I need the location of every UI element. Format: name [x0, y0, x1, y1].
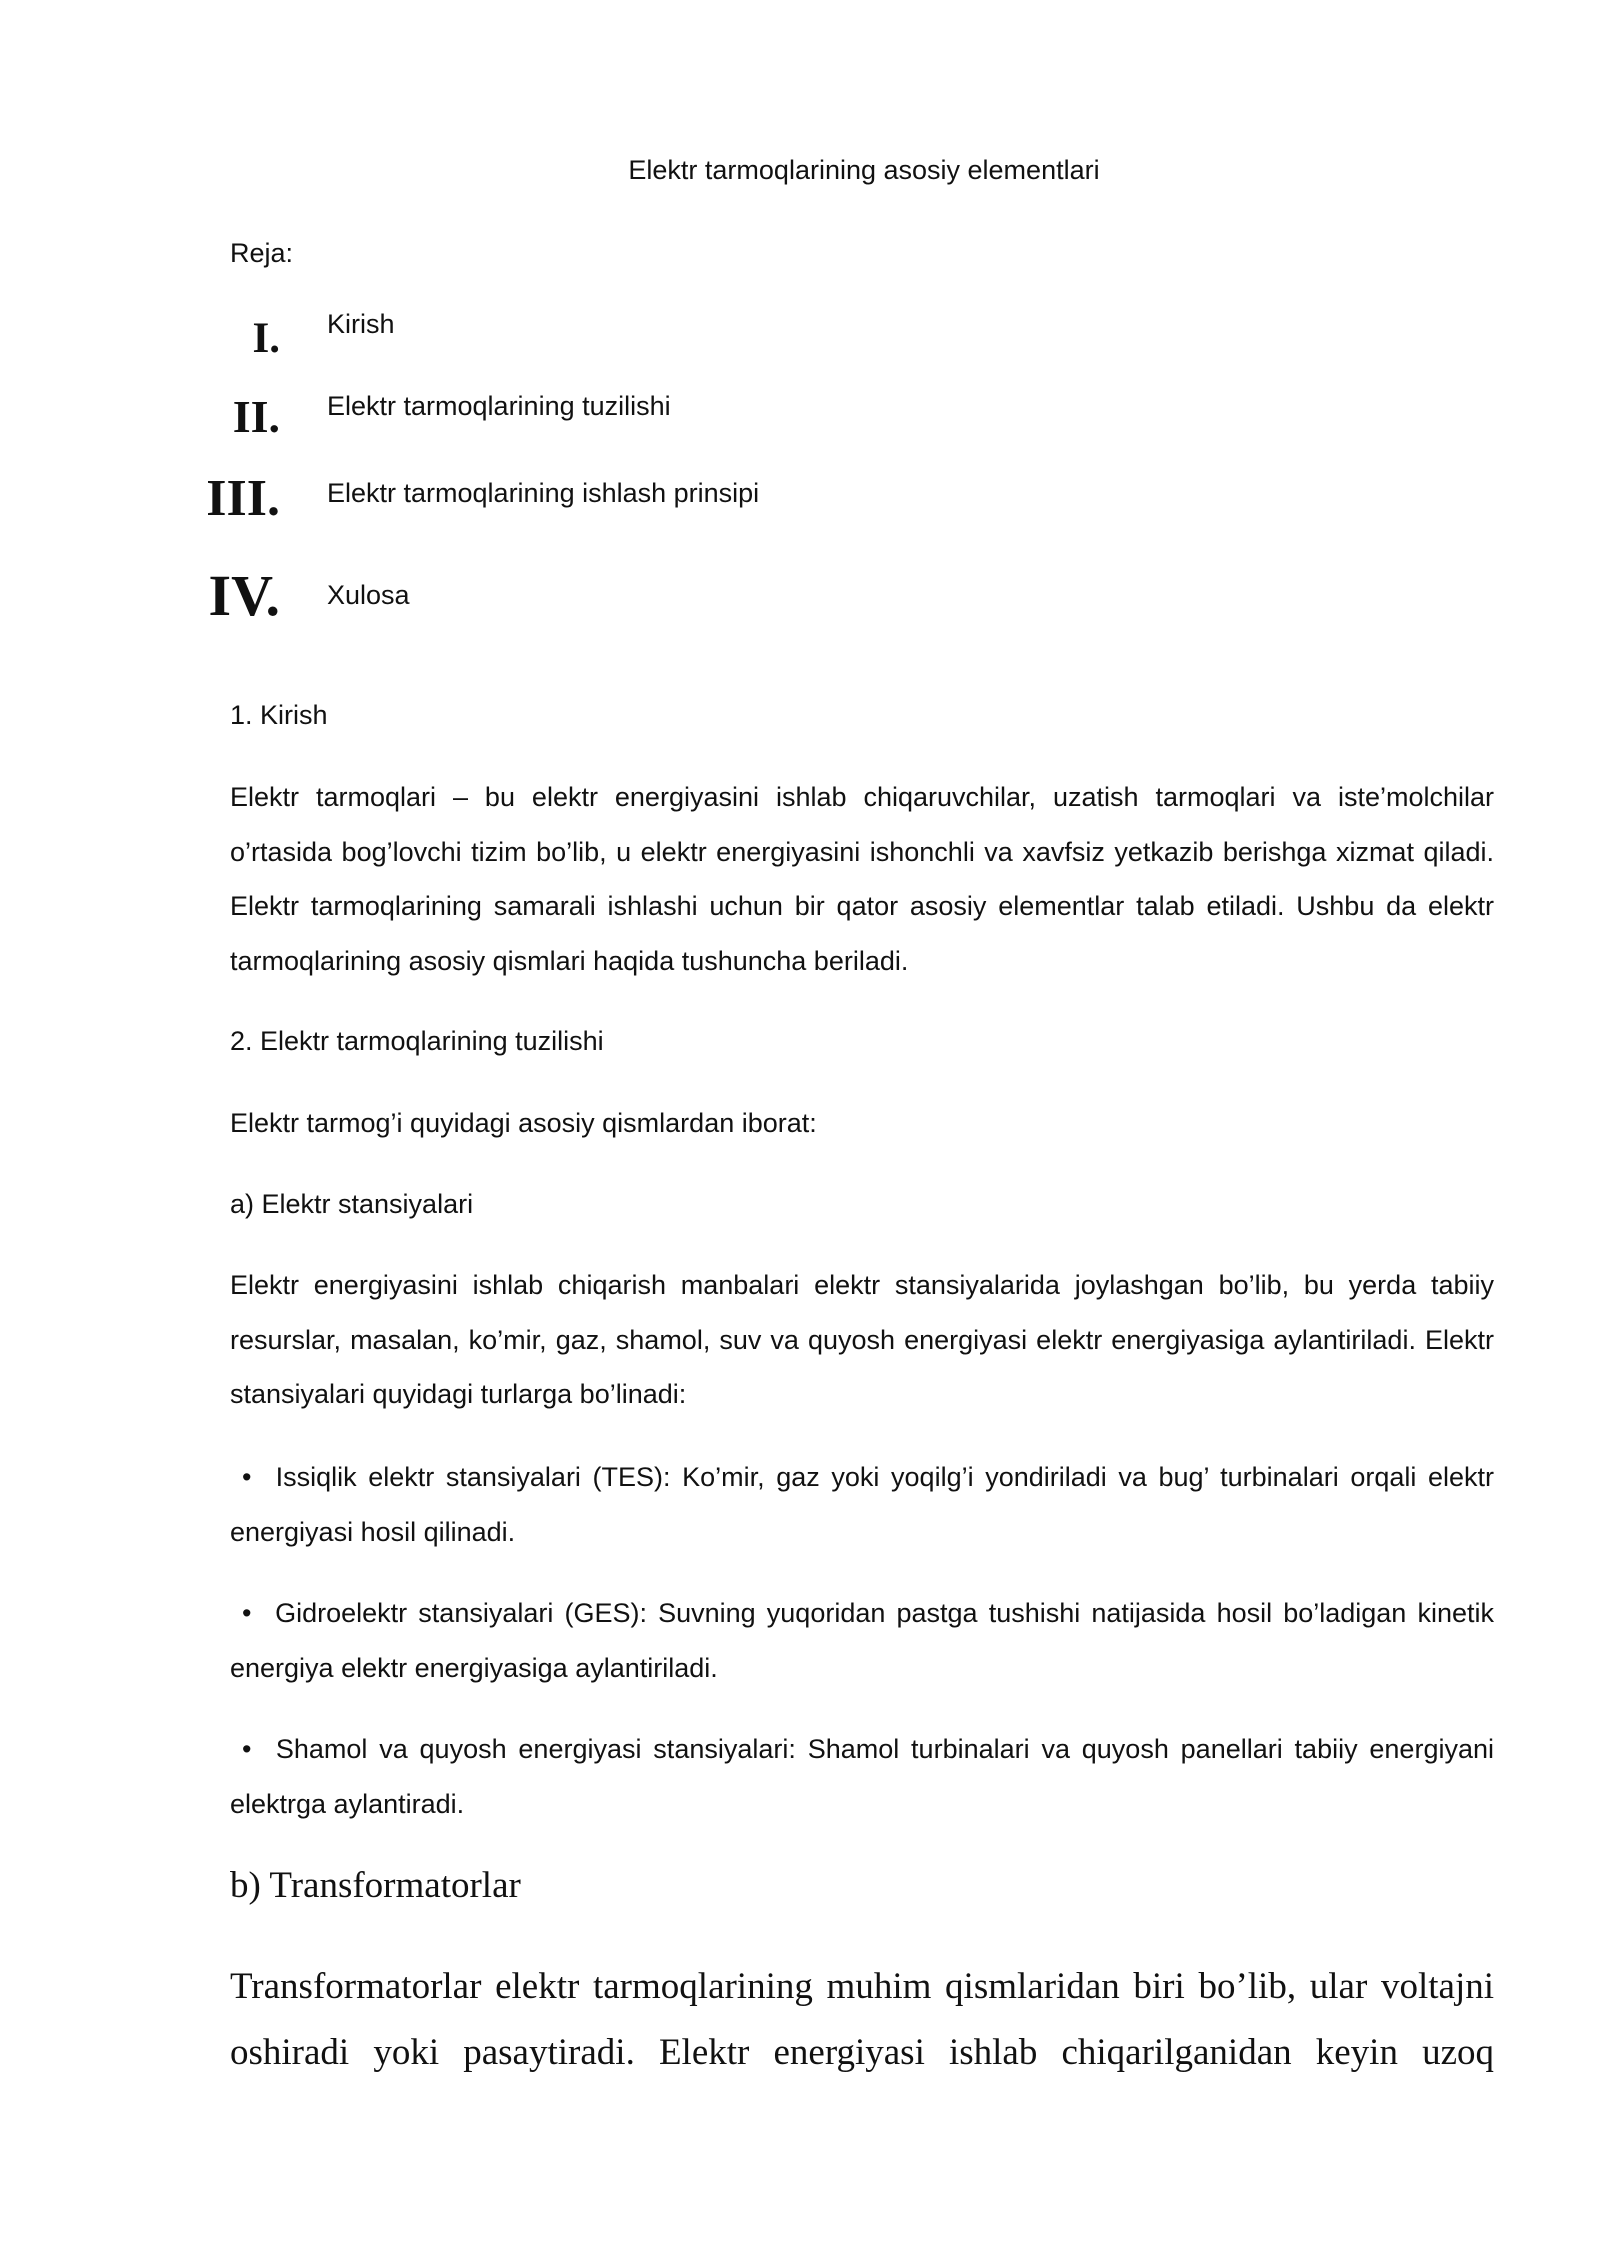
plan-item-4	[0, 545, 900, 628]
bullet-text: Shamol va quyosh energiyasi stansiyalari: Shamol turbinalari va quyosh panellari tabiiy energiyani elektrga aylantiradi.	[230, 1734, 1494, 1819]
plan-item-2	[0, 360, 900, 440]
plan-item-label: Xulosa	[327, 580, 410, 610]
plan-item-number: III.	[206, 470, 280, 527]
bullet-marker: •	[242, 1734, 252, 1764]
bullet-text: Issiqlik elektr stansiyalari (TES): Ko’mir, gaz yoki yoqilg’i yondiriladi va bug’ turbinalari orqali elektr energiyasi hosil qilinadi.	[230, 1462, 1494, 1547]
plan-item-1	[0, 280, 900, 360]
bullet-text: Gidroelektr stansiyalari (GES): Suvning yuqoridan pastga tushishi natijasida hosil bo’ladigan kinetik energiya elektr energiyasiga aylantiriladi.	[230, 1598, 1494, 1683]
plan-item-label: Elektr tarmoqlarining tuzilishi	[327, 391, 671, 421]
plan-item-3	[0, 445, 900, 525]
structure-intro: Elektr tarmog’i quyidagi asosiy qismlardan iborat:	[230, 1108, 817, 1138]
plan-item-label: Elektr tarmoqlarining ishlash prinsipi	[327, 478, 760, 508]
structure-heading: 2. Elektr tarmoqlarining tuzilishi	[230, 1026, 604, 1056]
bullet-item-wind-solar	[230, 1722, 1494, 1831]
document-title: Elektr tarmoqlarining asosiy elementlari	[628, 155, 1100, 185]
plan-item-number: II.	[232, 391, 280, 442]
plan-item-number: IV.	[208, 563, 280, 628]
plan-label: Reja:	[230, 238, 294, 268]
bullet-marker: •	[242, 1598, 252, 1628]
transformers-paragraph: Transformatorlar elektr tarmoqlarining muhim qismlaridan biri bo’lib, ular voltajni oshiradi yoki pasaytiradi. Elektr energiyasi ishlab chiqarilganidan keyin uzoq	[230, 1966, 1494, 2073]
transformers-heading: b) Transformatorlar	[230, 1865, 521, 1906]
stations-paragraph: Elektr energiyasini ishlab chiqarish manbalari elektr stansiyalarida joylashgan bo’lib, bu yerda tabiiy resurslar, masalan, ko’mir, gaz, shamol, suv va quyosh energiyasi elektr energiyasiga aylantiriladi. Elektr stansiyalari quyidagi turlarga bo’linadi:	[230, 1270, 1494, 1409]
plan-item-number: I.	[252, 315, 280, 362]
bullet-item-tes	[230, 1450, 1494, 1559]
intro-heading: 1. Kirish	[230, 700, 328, 730]
bullet-marker: •	[242, 1462, 252, 1492]
stations-heading: a) Elektr stansiyalari	[230, 1189, 474, 1219]
intro-paragraph: Elektr tarmoqlari – bu elektr energiyasini ishlab chiqaruvchilar, uzatish tarmoqlari va iste’molchilar o’rtasida bog’lovchi tizim bo’lib, u elektr energiyasini ishonchli va xavfsiz yetkazib berishga xizmat qiladi. Elektr tarmoqlarining samarali ishlashi uchun bir qator asosiy elementlar talab etiladi. Ushbu da elektr tarmoqlarining asosiy qismlari haqida tushuncha beriladi.	[230, 782, 1494, 976]
bullet-item-ges	[230, 1586, 1494, 1695]
plan-item-label: Kirish	[327, 309, 395, 339]
